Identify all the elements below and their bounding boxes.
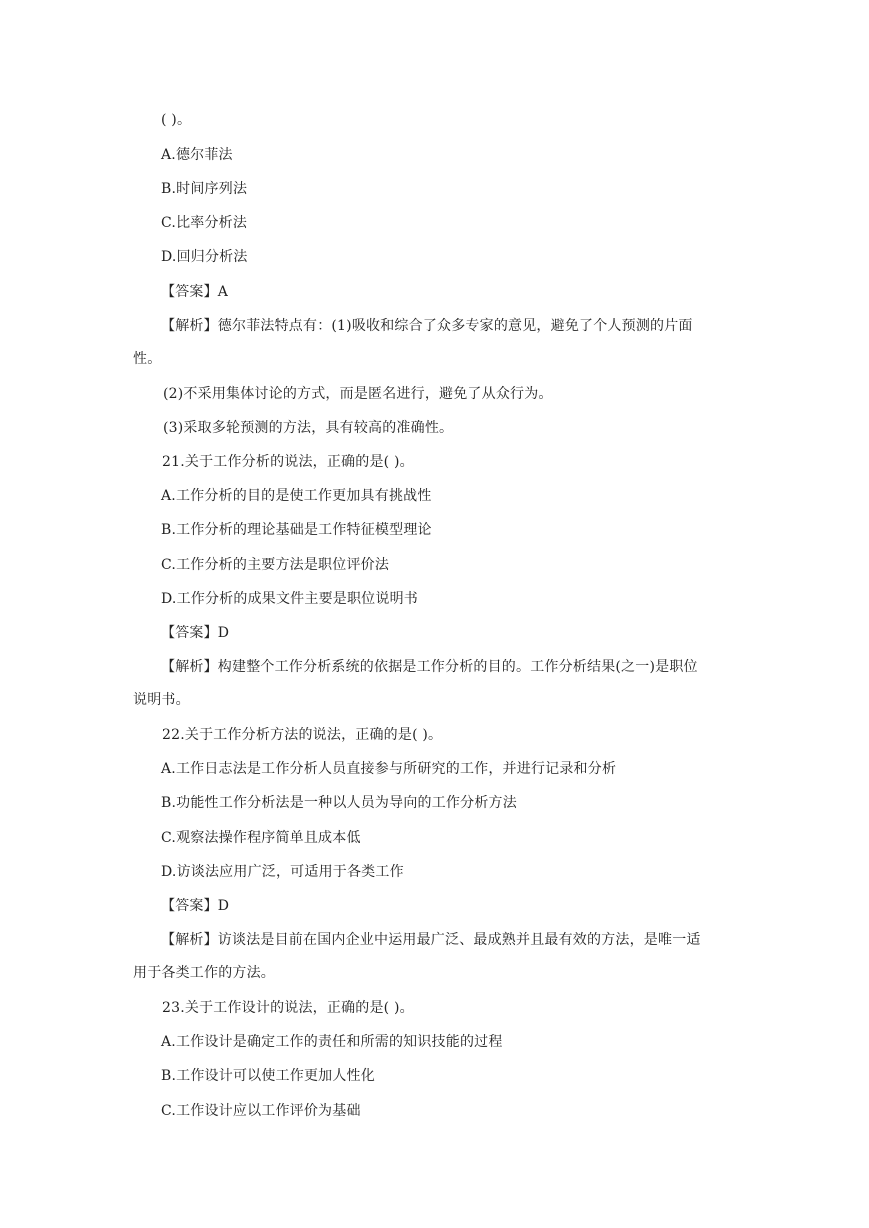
option-b: B.时间序列法 (161, 181, 248, 197)
question-21: 21.关于工作分析的说法，正确的是( )。 (162, 454, 414, 470)
option-b: B.工作设计可以使工作更加人性化 (161, 1068, 375, 1084)
question-22: 22.关于工作分析方法的说法，正确的是( )。 (162, 727, 443, 743)
analysis-line: 【解析】构建整个工作分析系统的依据是工作分析的目的。工作分析结果(之一)是职位 (161, 659, 698, 675)
option-b: B.工作分析的理论基础是工作特征模型理论 (161, 522, 432, 538)
option-c: C.比率分析法 (161, 215, 248, 231)
option-a: A.工作设计是确定工作的责任和所需的知识技能的过程 (161, 1034, 503, 1050)
option-d: D.回归分析法 (161, 249, 248, 265)
analysis-continuation: 性。 (133, 351, 162, 367)
option-a: A.工作分析的目的是使工作更加具有挑战性 (161, 488, 432, 504)
answer-line: 【答案】D (161, 898, 230, 914)
option-d: D.访谈法应用广泛，可适用于各类工作 (161, 864, 404, 880)
option-d: D.工作分析的成果文件主要是职位说明书 (161, 591, 418, 607)
analysis-line: 【解析】访谈法是目前在国内企业中运用最广泛、最成熟并且最有效的方法，是唯一适 (161, 932, 701, 948)
answer-line: 【答案】D (161, 625, 230, 641)
analysis-continuation: 说明书。 (133, 692, 190, 708)
option-c: C.工作分析的主要方法是职位评价法 (161, 557, 390, 573)
option-a: A.德尔菲法 (161, 147, 233, 163)
option-b: B.功能性工作分析法是一种以人员为导向的工作分析方法 (161, 795, 517, 811)
analysis-line: 【解析】德尔菲法特点有：(1)吸收和综合了众多专家的意见，避免了个人预测的片面 (161, 318, 693, 334)
analysis-point-2: (2)不采用集体讨论的方式，而是匿名进行，避免了从众行为。 (163, 386, 553, 402)
answer-line: 【答案】A (161, 284, 229, 300)
question-stem-tail: ( )。 (161, 112, 192, 128)
analysis-point-3: (3)采取多轮预测的方法，具有较高的准确性。 (163, 420, 454, 436)
analysis-continuation: 用于各类工作的方法。 (133, 965, 275, 981)
option-c: C.工作设计应以工作评价为基础 (161, 1103, 361, 1119)
option-c: C.观察法操作程序简单且成本低 (161, 830, 361, 846)
option-a: A.工作日志法是工作分析人员直接参与所研究的工作，并进行记录和分析 (161, 761, 617, 777)
question-23: 23.关于工作设计的说法，正确的是( )。 (162, 1000, 414, 1016)
